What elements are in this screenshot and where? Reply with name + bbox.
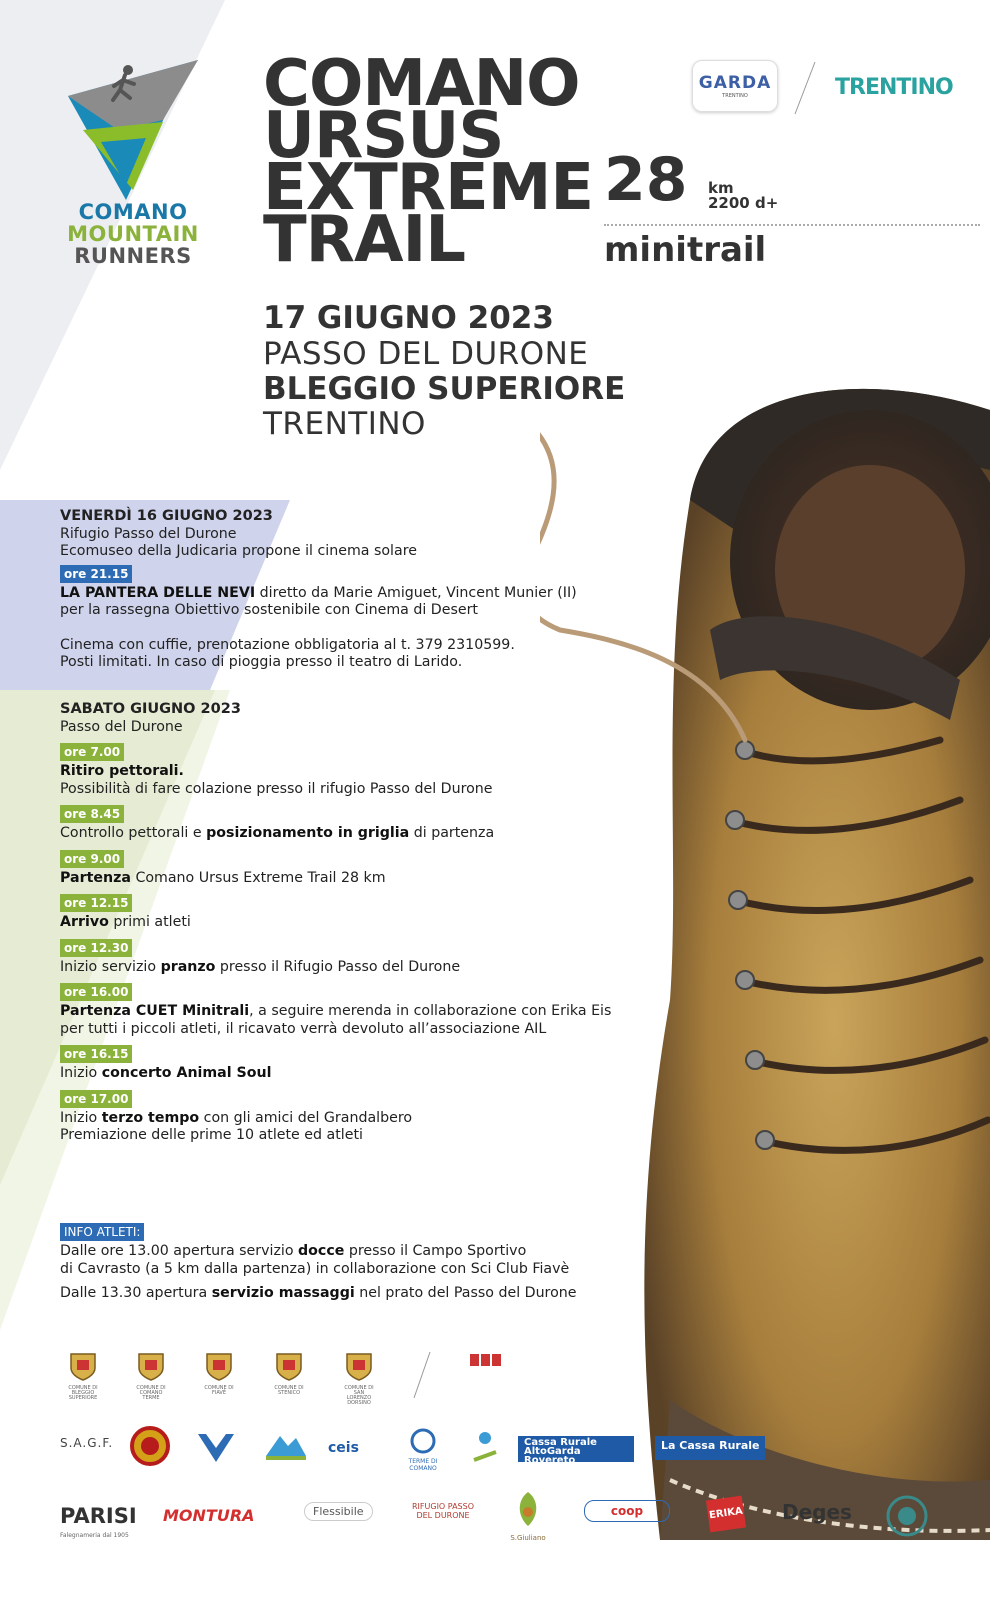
flessibile-logo: Flessibile [304, 1502, 373, 1521]
time-badge: ore 16.00 [60, 983, 132, 1001]
event-place-3: TRENTINO [263, 406, 426, 442]
friday-time-badge: ore 21.15 [60, 565, 132, 583]
s-giuliano-logo [506, 1486, 550, 1542]
sponsor-divider [410, 1350, 434, 1400]
garda-trentino-logo [692, 60, 778, 112]
round-association-logo-icon [885, 1494, 929, 1538]
municipality-name: COMUNE DI FIAVÈ [204, 1385, 234, 1396]
ecomuseo-logo-icon [262, 1426, 308, 1464]
garda-sub-text: TRENTINO [722, 93, 748, 99]
info-label-badge: INFO ATLETI: [60, 1223, 144, 1241]
schedule-item-rest: di partenza [409, 825, 495, 841]
time-badge: ore 12.15 [60, 894, 132, 912]
schedule-item-rest: , a seguire merenda in collaborazione con Erika Eis [249, 1003, 612, 1019]
schedule-item-line2: per tutti i piccoli atleti, il ricavato verrà devoluto all’associazione AIL [60, 1020, 547, 1037]
montura-logo: MONTURA [163, 1506, 255, 1525]
distance-unit: km [708, 179, 734, 197]
schedule-item-text [60, 914, 620, 932]
distance-divider [604, 224, 980, 226]
friday-description: Ecomuseo della Judicaria propone il cinema solare [60, 543, 417, 559]
municipality-name: COMUNE DI BLEGGIO SUPERIORE [68, 1385, 98, 1401]
club-name-line2: MOUNTAIN [67, 222, 199, 246]
info-line1-pre: Dalle ore 13.00 apertura servizio [60, 1243, 299, 1259]
event-place-2: BLEGGIO SUPERIORE [263, 371, 626, 407]
schedule-item-highlight: Arrivo [60, 914, 109, 930]
schedule-item-text [60, 1110, 620, 1128]
club-logo-text [58, 201, 208, 267]
info-line3-rest: nel prato del Passo del Durone [354, 1285, 577, 1301]
time-badge: ore 7.00 [60, 743, 124, 761]
red-cross-badge-icon [130, 1426, 170, 1466]
crest-shield-icon [68, 1350, 98, 1382]
municipality-name: COMUNE DI SAN LORENZO DORSINO [344, 1385, 374, 1406]
time-badge: ore 17.00 [60, 1090, 132, 1108]
schedule-item-highlight: pranzo [160, 958, 216, 975]
schedule-item-prefix: Inizio [60, 1065, 102, 1081]
schedule-item-text [60, 825, 620, 843]
deges-logo: Deges [782, 1500, 852, 1524]
minitrail-label: minitrail [604, 230, 767, 270]
schedule-item-highlight: Partenza [60, 869, 131, 886]
cassa-rurale-altogarda-logo: Cassa Rurale AltoGarda Rovereto [518, 1436, 634, 1462]
schedule-item-prefix: Inizio servizio [60, 958, 161, 975]
municipality-name: COMUNE DI STENICO [274, 1385, 304, 1396]
municipality-crest [342, 1350, 376, 1406]
leaf-icon [511, 1486, 545, 1530]
info-line3-bold: servizio massaggi [211, 1285, 355, 1301]
saturday-schedule [60, 701, 620, 1145]
crest-shield-icon [344, 1350, 374, 1382]
time-badge: ore 16.15 [60, 1045, 132, 1063]
info-line1-bold: docce [298, 1243, 345, 1259]
time-badge: ore 12.30 [60, 939, 132, 957]
logo-divider [790, 60, 820, 116]
schedule-item-highlight: concerto Animal Soul [101, 1065, 272, 1081]
schedule-item-highlight: posizionamento in griglia [206, 825, 410, 841]
la-cassa-rurale-logo: La Cassa Rurale [655, 1436, 765, 1460]
crest-shield-icon [136, 1350, 166, 1382]
schedule-item-line2: Possibilità di fare colazione presso il rifugio Passo del Durone [60, 780, 493, 797]
title-line-4: TRAIL [263, 203, 466, 277]
club-name-line1: COMANO [78, 200, 188, 224]
skiing-figure-icon [468, 1428, 502, 1464]
schedule-item-text [60, 870, 620, 888]
schedule-item [60, 1045, 620, 1083]
film-credits: diretto da Marie Amiguet, Vincent Munier (II) [255, 584, 577, 601]
elevation-gain: 2200 d+ [708, 194, 779, 212]
distance-value: 28 [604, 145, 688, 215]
info-line2: di Cavrasto (a 5 km dalla partenza) in collaborazione con Sci Club Fiavè [60, 1260, 570, 1277]
friday-note-2: Posti limitati. In caso di pioggia presso il teatro di Larido. [60, 654, 463, 670]
schedule-item [60, 1090, 620, 1145]
film-series: per la rassegna Obiettivo sostenibile con Cinema di Desert [60, 602, 478, 618]
terme-text: TERME DI COMANO [408, 1458, 438, 1472]
schedule-item-rest: Comano Ursus Extreme Trail 28 km [130, 869, 386, 886]
schedule-item-highlight: Partenza CUET Minitrali [60, 1003, 250, 1019]
crest-shield-icon [274, 1350, 304, 1382]
friday-note-1: Cinema con cuffie, prenotazione obbligatoria al t. 379 2310599. [60, 636, 515, 653]
title-line-2: URSUS [263, 99, 504, 173]
event-place-1: PASSO DEL DURONE [263, 336, 589, 372]
saturday-venue: Passo del Durone [60, 718, 183, 735]
schedule-item [60, 743, 620, 798]
crest-shield-icon [204, 1350, 234, 1382]
sagf-logo: S.A.G.F. [60, 1436, 114, 1450]
schedule-item [60, 983, 620, 1038]
time-badge: ore 8.45 [60, 805, 124, 823]
municipality-crest [272, 1350, 306, 1396]
provincia-crest-icon [468, 1352, 502, 1378]
club-name-line3: RUNNERS [74, 244, 192, 268]
terme-icon [410, 1428, 436, 1454]
parisi-logo: PARISI [60, 1504, 137, 1528]
schedule-item [60, 805, 620, 843]
info-line3-pre: Dalle 13.30 apertura [60, 1285, 212, 1301]
municipality-crest [202, 1350, 236, 1396]
time-badge: ore 9.00 [60, 850, 124, 868]
s-giuliano-text: S.Giuliano [510, 1534, 546, 1542]
friday-schedule [60, 508, 620, 672]
schedule-item-text [60, 1003, 620, 1021]
schedule-item-prefix: Inizio [60, 1109, 102, 1126]
info-line1-rest: presso il Campo Sportivo [344, 1243, 527, 1259]
schedule-item-rest: primi atleti [108, 914, 191, 930]
film-title: LA PANTERA DELLE NEVI [60, 584, 256, 601]
schedule-item-rest: presso il Rifugio Passo del Durone [215, 958, 461, 975]
schedule-item-prefix: Controllo pettorali e [60, 825, 207, 841]
schedule-item [60, 939, 620, 977]
schedule-item-line2: Premiazione delle prime 10 atlete ed atleti [60, 1127, 363, 1143]
schedule-item-rest: con gli amici del Grandalbero [199, 1109, 413, 1126]
terme-comano-logo [398, 1428, 448, 1472]
municipality-name: COMUNE DI COMANO TERME [136, 1385, 166, 1401]
municipality-crest [134, 1350, 168, 1401]
title-line-1: COMANO [263, 47, 580, 121]
trentino-logo: TRENTINO [835, 75, 953, 100]
coop-logo: coop [584, 1500, 670, 1522]
title-line-3: EXTREME [263, 151, 594, 225]
erika-logo: ERIKA [706, 1496, 746, 1533]
parisi-tagline: Falegnameria dal 1905 [60, 1532, 129, 1539]
schedule-item-highlight: terzo tempo [101, 1109, 200, 1126]
friday-venue: Rifugio Passo del Durone [60, 525, 237, 542]
ceis-logo: ceis [328, 1440, 359, 1456]
schedule-item [60, 894, 620, 932]
schedule-item [60, 850, 620, 888]
garda-text: GARDA [698, 73, 772, 93]
mountain-runner-icon [68, 60, 198, 200]
rifugio-durone-logo: RIFUGIO PASSO DEL DURONE [412, 1502, 475, 1520]
event-date: 17 GIUGNO 2023 [263, 300, 554, 336]
schedule-item-highlight: Ritiro pettorali. [60, 763, 184, 779]
athlete-info [60, 1223, 620, 1303]
schedule-item-text [60, 959, 620, 977]
saturday-heading: SABATO GIUGNO 2023 [60, 701, 241, 717]
alpine-club-logo-icon [196, 1428, 236, 1464]
friday-heading: VENERDÌ 16 GIUGNO 2023 [60, 508, 273, 524]
schedule-item-text [60, 1065, 620, 1083]
event-title [263, 47, 594, 277]
schedule-item-text [60, 763, 620, 781]
municipality-crest [66, 1350, 100, 1401]
